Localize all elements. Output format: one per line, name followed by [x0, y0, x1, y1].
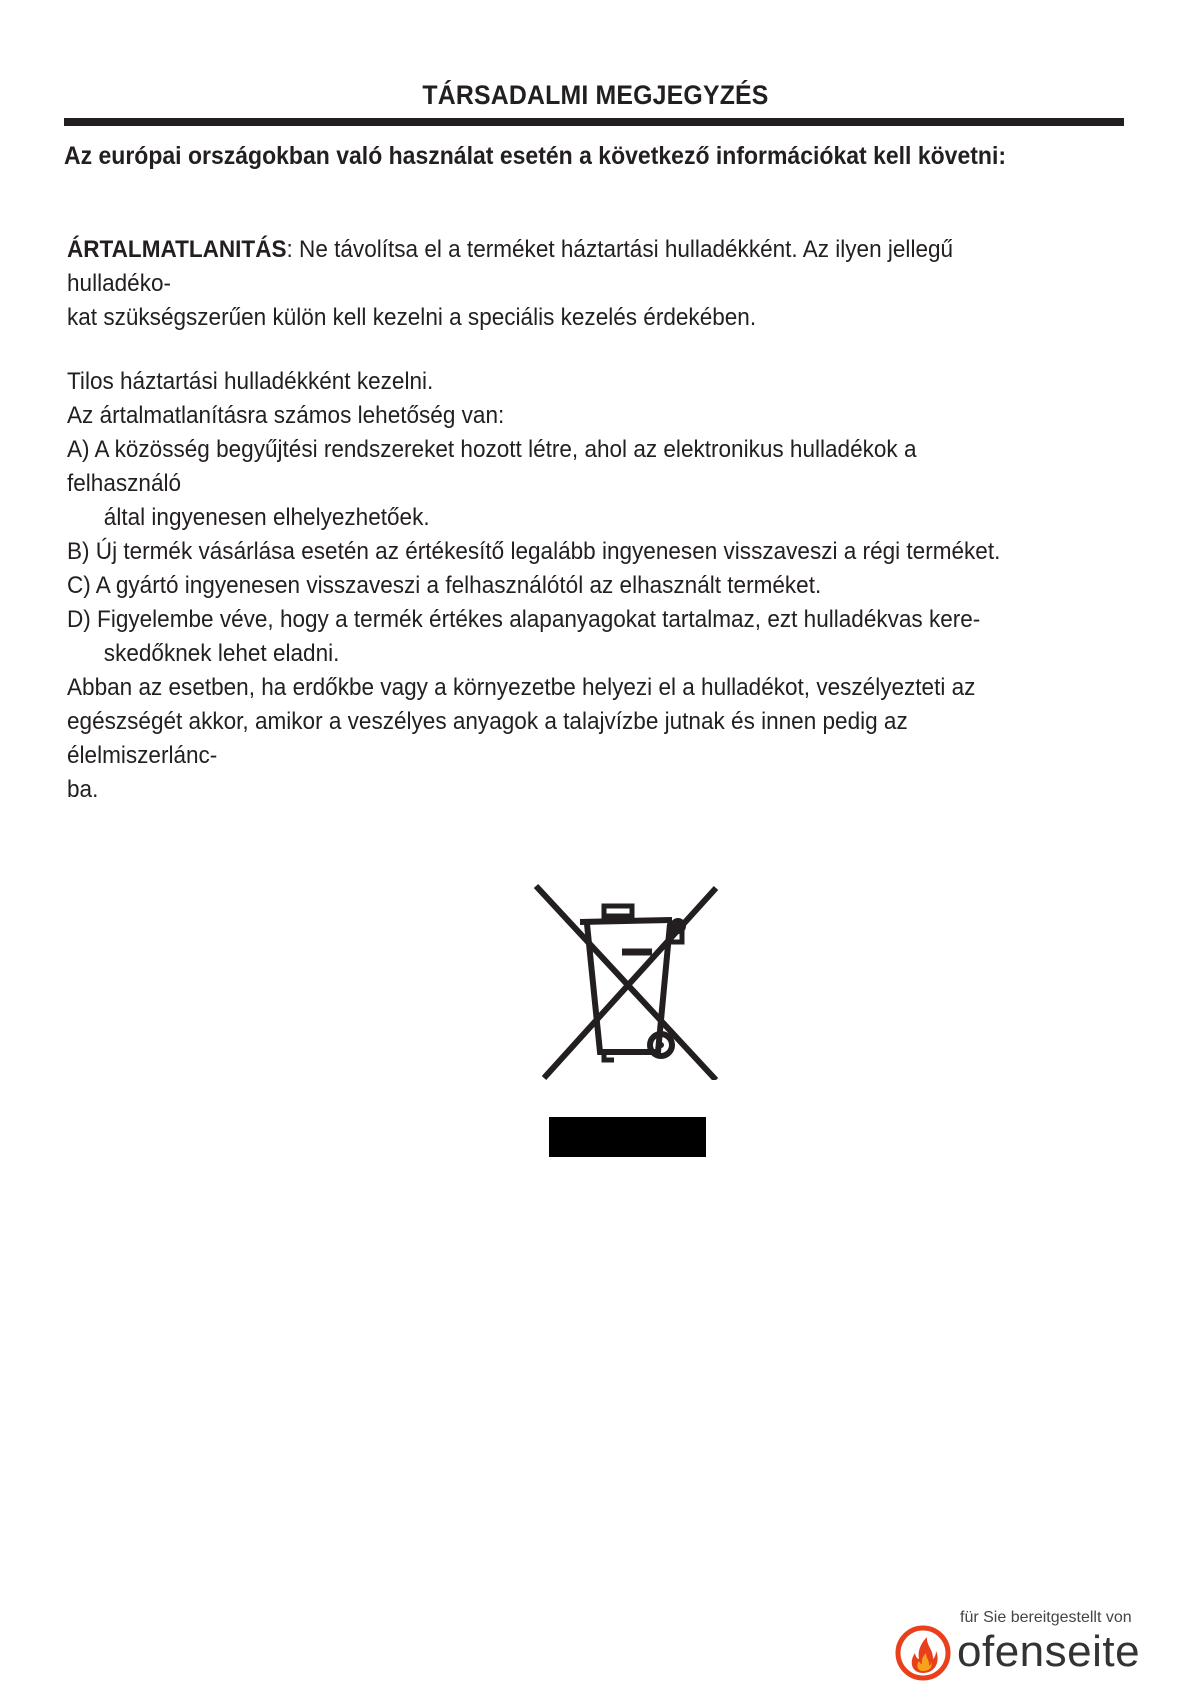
list-item-b: B) Új termék vásárlása esetén az értékesítő legalább ingyenesen visszaveszi a régi terméket.	[67, 538, 1001, 565]
brand-name: ofenseite	[957, 1627, 1141, 1676]
list-item-c: C) A gyártó ingyenesen visszaveszi a felhasználótól az elhasznált terméket.	[67, 572, 822, 599]
flame-icon	[895, 1625, 951, 1681]
disposal-label: ÁRTALMATLANITÁS	[67, 236, 287, 263]
list-item-d-line-1: D) Figyelembe véve, hogy a termék értékes alapanyagokat tartalmaz, ezt hulladékvas kere-	[67, 606, 981, 633]
closing-line-1: Abban az esetben, ha erdőkbe vagy a környezetbe helyezi el a hulladékot, veszélyezteti az	[67, 674, 976, 701]
disposal-text-1: : Ne távolítsa el a terméket háztartási hulladékként. Az ilyen jellegű hulladéko-	[67, 236, 954, 297]
body-line-l1: Tilos háztartási hulladékként kezelni.	[67, 368, 434, 395]
list-item-a-line-1: A) A közösség begyűjtési rendszereket hozott létre, ahol az elektronikus hulladékok a felhasználó	[67, 436, 917, 497]
footer-credit: für Sie bereitgestellt von	[960, 1609, 1132, 1626]
crossed-out-wheelie-bin-icon	[532, 882, 720, 1080]
closing-line-2: egészségét akkor, amikor a veszélyes anyagok a talajvízbe jutnak és innen pedig az élelmiszerlánc-	[67, 708, 908, 769]
disposal-line-2: kat szükségszerűen külön kell kezelni a speciális kezelés érdekében.	[67, 304, 757, 331]
weee-black-bar	[549, 1117, 706, 1157]
title-rule	[64, 118, 1124, 126]
subtitle: Az európai országokban való használat esetén a következő információkat kell követni:	[64, 142, 1007, 170]
list-item-d-line-2: skedőknek lehet eladni.	[103, 640, 340, 667]
body-line-l2: Az ártalmatlanításra számos lehetőség van:	[67, 402, 505, 429]
disposal-line-1	[67, 233, 1024, 301]
document-body	[67, 233, 1024, 807]
closing-line-3: ba.	[67, 776, 99, 803]
page-title: TÁRSADALMI MEGJEGYZÉS	[422, 80, 769, 110]
list-item-a-line-2: által ingyenesen elhelyezhetőek.	[103, 504, 430, 531]
